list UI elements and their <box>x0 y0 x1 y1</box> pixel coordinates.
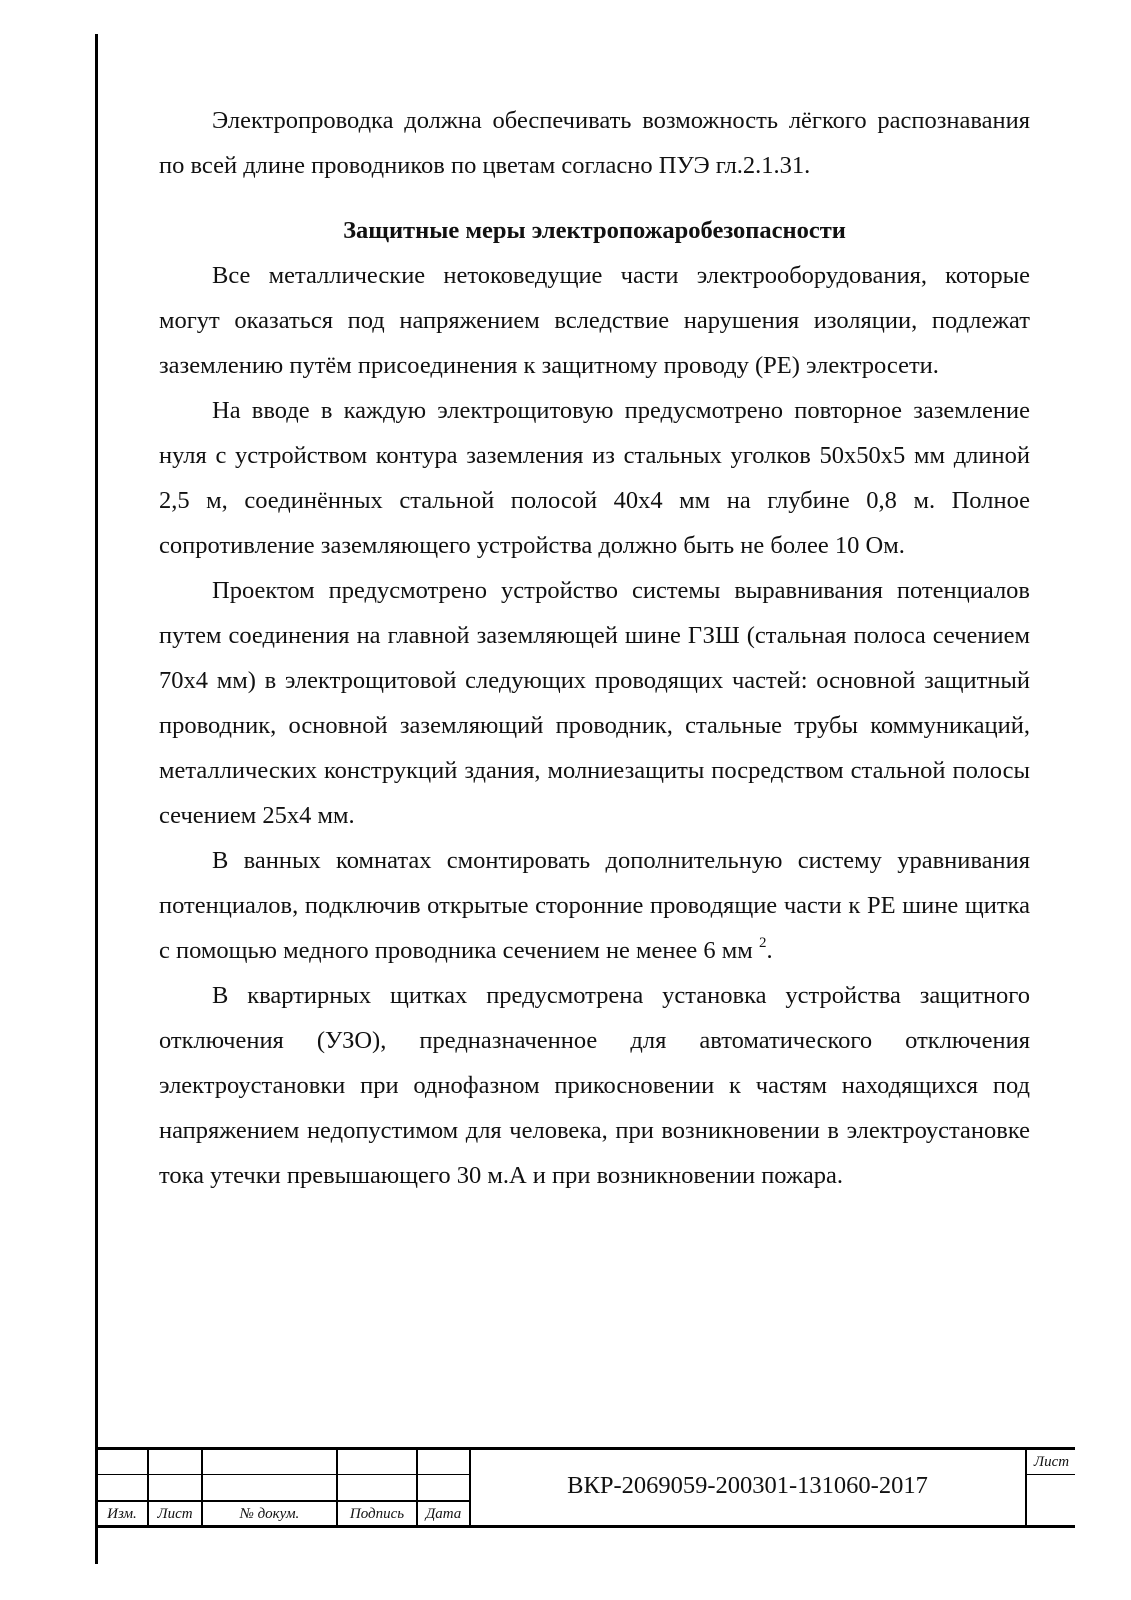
stamp-divider <box>1025 1447 1027 1528</box>
paragraph-potential-equalization: Проектом предусмотрено устройство системы выравнивания потенциалов путем соединения на главной заземляющей шине ГЗШ (стальная полоса сечением 70х4 мм) в электрощитовой следующих проводящих частей: основной защитный проводник, основной заземляющий проводник, стальные трубы коммуникаций, металлических конструкций здания, молниезащиты посредством стальной полосы сечением 25х4 мм. <box>159 577 1030 829</box>
stamp-row-line <box>1026 1474 1075 1475</box>
paragraph-bathroom-equalization <box>159 838 1030 973</box>
paragraph-wiring-colors: Электропроводка должна обеспечивать возможность лёгкого распознавания по всей длине проводников по цветам согласно ПУЭ гл.2.1.31. <box>159 107 1030 179</box>
stamp-row-line <box>95 1474 470 1475</box>
paragraph-rcd: В квартирных щитках предусмотрена установка устройства защитного отключения (УЗО), предназначенное для автоматического отключения электроустановки при однофазном прикосновении к частям находящихся под напряжением недопустимом для человека, при возникновении в электроустановке тока утечки превышающего 30 м.А и при возникновении пожара. <box>159 982 1030 1189</box>
superscript-two: 2 <box>758 934 767 951</box>
sheet-label: Лист <box>1033 1454 1070 1470</box>
stamp-top-border <box>95 1447 1075 1450</box>
frame-left-border <box>95 34 98 1564</box>
stamp-label-list: Лист <box>157 1506 193 1522</box>
stamp-row-line <box>95 1500 470 1502</box>
stamp-label-sign: Подпись <box>349 1506 405 1522</box>
stamp-label-doc: № докум. <box>239 1506 300 1522</box>
bathroom-text: В ванных комнатах смонтировать дополнительную систему уравнивания потенциалов, подключив открытые сторонние проводящие части к РЕ шине щитка с помощью медного проводника сечением не менее 6 мм <box>159 847 1030 964</box>
stamp-label-izm: Изм. <box>107 1506 137 1522</box>
bathroom-text-end: . <box>766 937 773 964</box>
document-number: ВКР-2069059-200301-131060-2017 <box>567 1472 928 1499</box>
paragraph-grounding-parts: Все металлические нетоковедущие части электрооборудования, которые могут оказаться под напряжением вследствие нарушения изоляции, подлежат заземлению путём присоединения к защитному проводу (РЕ) электросети. <box>159 262 1030 379</box>
section-heading: Защитные меры электропожаробезопасности <box>343 217 846 244</box>
document-body <box>159 98 1030 1198</box>
stamp-bottom-border <box>95 1525 1075 1528</box>
stamp-label-date: Дата <box>425 1506 462 1522</box>
paragraph-repeat-grounding: На вводе в каждую электрощитовую предусмотрено повторное заземление нуля с устройством контура заземления из стальных уголков 50х50х5 мм длиной 2,5 м, соединённых стальной полосой 40х4 мм на глубине 0,8 м. Полное сопротивление заземляющего устройства должно быть не более 10 Ом. <box>159 397 1030 559</box>
